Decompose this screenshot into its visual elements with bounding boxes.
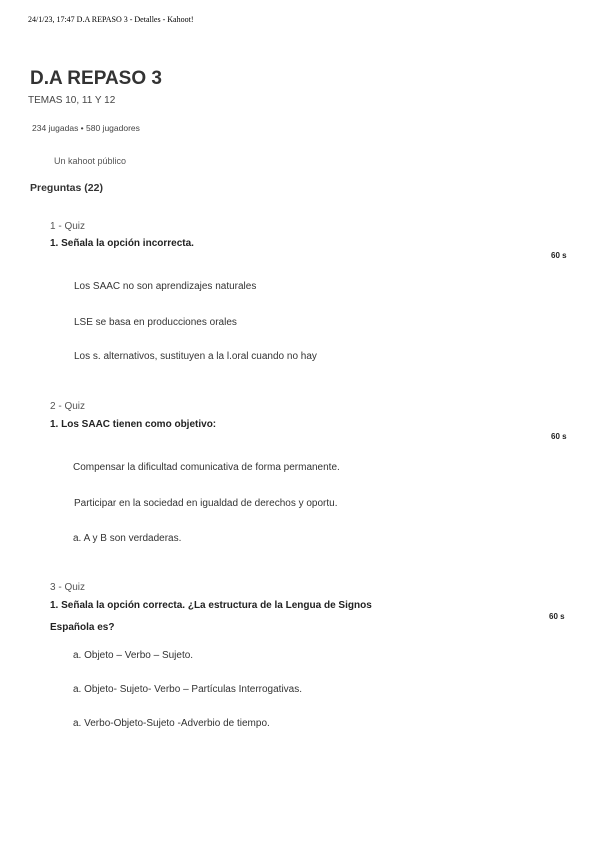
question-1-answer-2: LSE se basa en producciones orales xyxy=(74,317,237,328)
kahoot-subtitle: TEMAS 10, 11 Y 12 xyxy=(28,95,116,106)
question-1-time: 60 s xyxy=(551,251,567,260)
question-1-text: 1. Señala la opción incorrecta. xyxy=(50,238,194,249)
print-header: 24/1/23, 17:47 D.A REPASO 3 - Detalles - Kahoot! xyxy=(28,15,194,24)
kahoot-visibility: Un kahoot público xyxy=(54,156,127,166)
question-2-answer-2: Participar en la sociedad en igualdad de derechos y oportu. xyxy=(74,498,338,509)
question-3-time: 60 s xyxy=(549,612,565,621)
question-1-answer-3: Los s. alternativos, sustituyen a la l.oral cuando no hay xyxy=(74,351,317,362)
question-2-label: 2 - Quiz xyxy=(50,401,86,412)
kahoot-title: D.A REPASO 3 xyxy=(30,68,162,89)
question-3-answer-2: a. Objeto- Sujeto- Verbo – Partículas Interrogativas. xyxy=(73,684,303,695)
question-3-text-line-2: Española es? xyxy=(50,622,115,633)
question-3-label: 3 - Quiz xyxy=(50,582,86,593)
question-3-answer-1: a. Objeto – Verbo – Sujeto. xyxy=(73,650,194,661)
questions-heading: Preguntas (22) xyxy=(30,182,103,194)
question-2-answer-1: Compensar la dificultad comunicativa de forma permanente. xyxy=(73,462,340,473)
question-3-text-line-1: 1. Señala la opción correcta. ¿La estructura de la Lengua de Signos xyxy=(50,600,372,611)
question-1-label: 1 - Quiz xyxy=(50,221,86,232)
question-3-answer-3: a. Verbo-Objeto-Sujeto -Adverbio de tiempo. xyxy=(73,718,270,729)
question-2-text: 1. Los SAAC tienen como objetivo: xyxy=(50,419,217,430)
question-1-answer-1: Los SAAC no son aprendizajes naturales xyxy=(74,281,257,292)
kahoot-stats: 234 jugadas • 580 jugadores xyxy=(32,123,140,133)
question-2-time: 60 s xyxy=(551,432,567,441)
question-2-answer-3: a. A y B son verdaderas. xyxy=(73,533,182,544)
